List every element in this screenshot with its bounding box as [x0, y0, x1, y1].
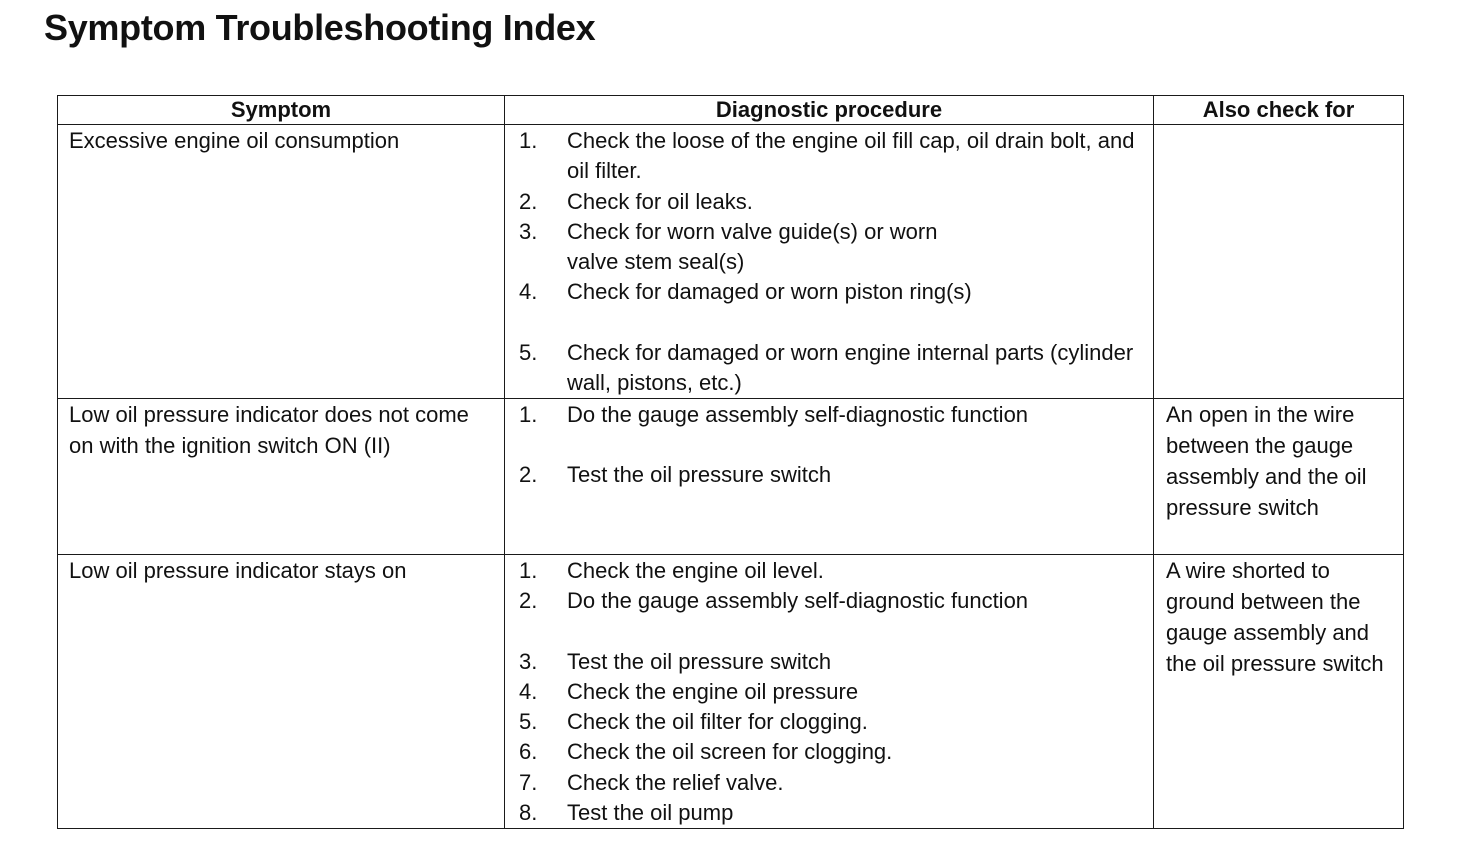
procedure-step: [519, 677, 1153, 707]
table-row: [58, 125, 1404, 399]
procedure-step: [519, 798, 1153, 828]
also-check-text: An open in the wire between the gauge assembly and the oil pressure switch: [1166, 402, 1367, 520]
step-number: 6.: [519, 739, 538, 765]
step-text: Check for damaged or worn engine internal parts (cylinder wall, pistons, etc.): [567, 339, 1134, 395]
also-check-text: A wire shorted to ground between the gauge assembly and the oil pressure switch: [1166, 558, 1384, 676]
symptom-cell: [58, 555, 505, 829]
step-number: 1.: [519, 128, 538, 153]
step-text: Check the engine oil pressure: [567, 678, 859, 704]
step-number: 3.: [519, 648, 538, 674]
step-text: Check the loose of the engine oil fill cap, oil drain bolt, and oil filter.: [567, 128, 1135, 184]
also-check-cell: [1154, 555, 1404, 829]
step-text: Test the oil pressure switch: [567, 462, 832, 488]
step-number: 3.: [519, 218, 538, 244]
also-check-cell: [1154, 399, 1404, 555]
step-text: Do the gauge assembly self-diagnostic function: [567, 402, 1029, 427]
procedure-step: [519, 400, 1153, 430]
procedure-step: [519, 737, 1153, 767]
step-text: Test the oil pump: [567, 799, 734, 825]
procedure-step: [519, 338, 1153, 399]
step-text: Check the oil filter for clogging.: [567, 709, 868, 734]
procedure-step: [519, 647, 1153, 677]
procedure-cell: [505, 555, 1154, 829]
step-number: 1.: [519, 558, 538, 583]
step-number: 4.: [519, 279, 538, 305]
symptom-text: Low oil pressure indicator stays on: [69, 558, 407, 583]
page-title: Symptom Troubleshooting Index: [44, 7, 596, 48]
procedure-step: [519, 460, 1153, 490]
step-number: 2.: [519, 188, 538, 214]
procedure-step: [519, 556, 1153, 586]
procedure-step: [519, 586, 1153, 616]
step-number: 5.: [519, 339, 538, 365]
procedure-step: [519, 277, 1153, 307]
header-also-check-for: Also check for: [1154, 96, 1404, 125]
step-text: Check for worn valve guide(s) or worn valve stem seal(s): [567, 218, 938, 274]
step-number: 5.: [519, 709, 538, 734]
step-text: Check for damaged or worn piston ring(s): [567, 279, 972, 305]
table-row: [58, 399, 1404, 555]
step-number: 2.: [519, 462, 538, 488]
symptom-text: Low oil pressure indicator does not come on with the ignition switch ON (II): [69, 402, 469, 458]
step-text: Check for oil leaks.: [567, 188, 753, 214]
symptom-cell: [58, 125, 505, 399]
table-header-row: [58, 96, 1404, 125]
table-row: [58, 555, 1404, 829]
step-text: Do the gauge assembly self-diagnostic function: [567, 588, 1029, 614]
procedure-cell: [505, 125, 1154, 399]
symptom-cell: [58, 399, 505, 555]
step-number: 4.: [519, 678, 538, 704]
procedure-steps: [505, 399, 1153, 491]
step-number: 7.: [519, 769, 538, 795]
procedure-step: [519, 126, 1153, 187]
procedure-step: [519, 707, 1153, 737]
step-number: 8.: [519, 799, 538, 825]
procedure-steps: [505, 555, 1153, 828]
step-text: Check the engine oil level.: [567, 558, 824, 583]
step-text: Check the relief valve.: [567, 769, 784, 795]
also-check-cell: [1154, 125, 1404, 399]
procedure-step: [519, 768, 1153, 798]
procedure-steps: [505, 125, 1153, 398]
procedure-step: [519, 217, 1153, 278]
header-diagnostic-procedure: Diagnostic procedure: [505, 96, 1154, 125]
procedure-step: [519, 187, 1153, 217]
procedure-cell: [505, 399, 1154, 555]
symptom-table: [57, 95, 1404, 829]
header-symptom: Symptom: [58, 96, 505, 125]
step-text: Test the oil pressure switch: [567, 648, 832, 674]
step-number: 1.: [519, 402, 538, 427]
step-number: 2.: [519, 588, 538, 614]
symptom-text: Excessive engine oil consumption: [69, 128, 400, 153]
step-text: Check the oil screen for clogging.: [567, 739, 893, 765]
